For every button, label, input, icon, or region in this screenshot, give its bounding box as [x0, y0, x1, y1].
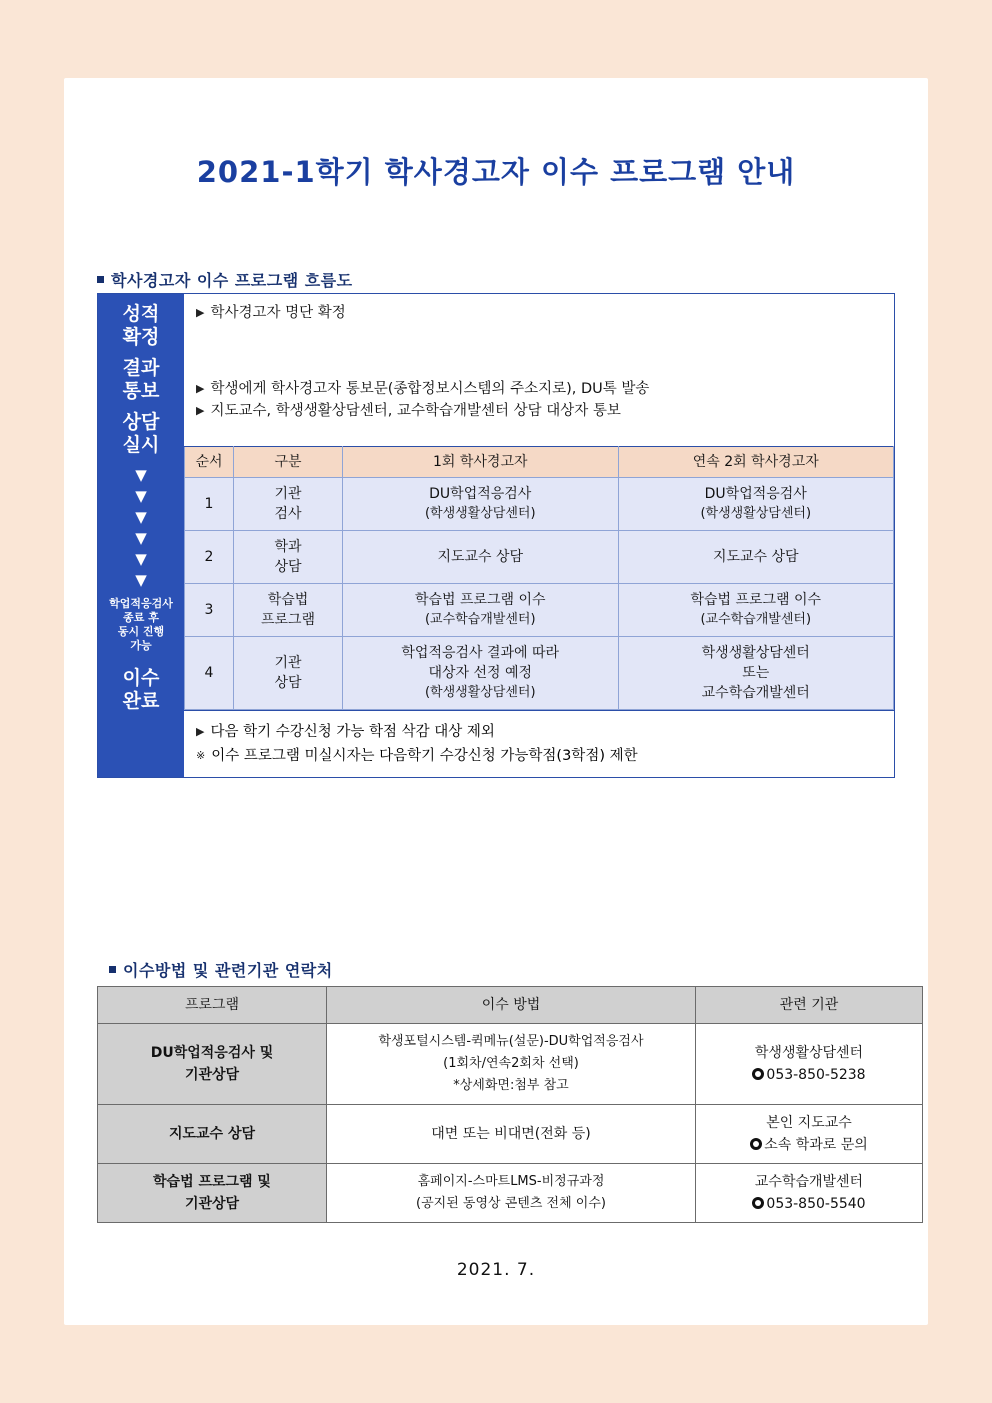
cell-second-warning: DU학업적응검사 (학생생활상담센터)	[618, 478, 894, 531]
table-header-row	[185, 447, 894, 478]
square-bullet-icon	[109, 966, 116, 973]
table-row	[98, 1024, 923, 1105]
flow-line: ▶ 학사경고자 명단 확정	[196, 305, 346, 321]
table-row	[98, 1164, 923, 1223]
flow-stage-3: 상담 실시	[122, 411, 160, 456]
section2-heading-text: 이수방법 및 관련기관 연락처	[123, 961, 333, 980]
cell-program: 학습법 프로그램 및 기관상담	[98, 1164, 327, 1223]
table-row	[185, 584, 894, 637]
table-row	[185, 531, 894, 584]
cell-agency: 본인 지도교수 소속 학과로 문의	[696, 1105, 923, 1164]
document-page	[64, 78, 928, 1325]
column-header-first-warning: 1회 학사경고자	[343, 447, 619, 478]
flow-block-confirm	[184, 294, 894, 370]
section-heading-contact	[109, 958, 333, 981]
cell-method: 대면 또는 비대면(전화 등)	[327, 1105, 696, 1164]
column-header-second-warning: 연속 2회 학사경고자	[618, 447, 894, 478]
table-header-row	[98, 987, 923, 1024]
flow-line: ▶ 지도교수, 학생생활상담센터, 교수학습개발센터 상담 대상자 통보	[196, 403, 621, 419]
contact-table	[97, 986, 923, 1223]
column-header-type: 구분	[234, 447, 343, 478]
flow-side-note: 학업적응검사 종료 후 동시 진행 가능	[109, 597, 173, 652]
agency-phone: 소속 학과로 문의	[700, 1134, 918, 1156]
phone-icon	[752, 1197, 764, 1209]
table-row	[185, 637, 894, 710]
triangle-right-icon: ▶	[196, 382, 205, 395]
cell-type: 기관 상담	[234, 637, 343, 710]
column-header-order: 순서	[185, 447, 234, 478]
phone-icon	[752, 1068, 764, 1080]
cell-type: 학습법 프로그램	[234, 584, 343, 637]
cell-type: 학과 상담	[234, 531, 343, 584]
flow-stage-column	[98, 294, 184, 777]
flow-stage-2: 결과 통보	[122, 357, 160, 402]
column-header-program: 프로그램	[98, 987, 327, 1024]
flow-line: ▶ 다음 학기 수강신청 가능 학점 삭감 대상 제외	[196, 724, 495, 740]
document-date: 2021. 7.	[456, 1260, 536, 1280]
cell-first-warning: 학업적응검사 결과에 따라 대상자 선정 예정 (학생생활상담센터)	[343, 637, 619, 710]
triangle-right-icon: ▶	[196, 404, 205, 417]
table-row	[185, 478, 894, 531]
column-header-agency: 관련 기관	[696, 987, 923, 1024]
cell-agency: 학생생활상담센터 053-850-5238	[696, 1024, 923, 1105]
cell-second-warning: 학습법 프로그램 이수 (교수학습개발센터)	[618, 584, 894, 637]
table-row	[98, 1105, 923, 1164]
triangle-right-icon: ▶	[196, 725, 205, 738]
agency-phone: 053-850-5540	[700, 1193, 918, 1215]
cell-first-warning: 지도교수 상담	[343, 531, 619, 584]
cell-program: 지도교수 상담	[98, 1105, 327, 1164]
column-header-method: 이수 방법	[327, 987, 696, 1024]
section-heading-flow	[97, 268, 353, 291]
flow-stage-1: 성적 확정	[122, 303, 160, 348]
cell-first-warning: DU학업적응검사 (학생생활상담센터)	[343, 478, 619, 531]
flow-line: ※ 이수 프로그램 미실시자는 다음학기 수강신청 가능학점(3학점) 제한	[196, 748, 638, 764]
cell-order: 4	[185, 637, 234, 710]
cell-second-warning: 지도교수 상담	[618, 531, 894, 584]
page-title: 2021-1학기 학사경고자 이수 프로그램 안내	[196, 155, 796, 189]
cell-order: 1	[185, 478, 234, 531]
counseling-table	[184, 446, 894, 710]
flow-stage-4: 이수 완료	[122, 667, 160, 712]
cell-program: DU학업적응검사 및 기관상담	[98, 1024, 327, 1105]
agency-phone: 053-850-5238	[700, 1064, 918, 1086]
square-bullet-icon	[97, 276, 104, 283]
cell-order: 3	[185, 584, 234, 637]
cell-first-warning: 학습법 프로그램 이수 (교수학습개발센터)	[343, 584, 619, 637]
flow-diagram	[97, 293, 895, 778]
cell-agency: 교수학습개발센터 053-850-5540	[696, 1164, 923, 1223]
flow-block-notify	[184, 370, 894, 446]
cell-method: 홈페이지-스마트LMS-비정규과정 (공지된 동영상 콘텐츠 전체 이수)	[327, 1164, 696, 1223]
flow-block-complete	[184, 710, 894, 777]
section1-heading-text: 학사경고자 이수 프로그램 흐름도	[111, 271, 353, 290]
cell-method: 학생포털시스템-퀵메뉴(설문)-DU학업적응검사 (1회차/연속2회차 선택) *상세화면:첨부 참고	[327, 1024, 696, 1105]
cell-second-warning: 학생생활상담센터 또는 교수학습개발센터	[618, 637, 894, 710]
phone-icon	[750, 1138, 762, 1150]
triangle-right-icon: ▶	[196, 306, 205, 319]
flow-content-column	[184, 294, 894, 777]
flow-line: ▶ 학생에게 학사경고자 통보문(종합정보시스템의 주소지로), DU톡 발송	[196, 381, 650, 397]
cell-order: 2	[185, 531, 234, 584]
cell-type: 기관 검사	[234, 478, 343, 531]
down-arrow-icon-group: ▼ ▼ ▼ ▼ ▼ ▼	[135, 466, 147, 589]
reference-mark-icon: ※	[196, 749, 206, 762]
